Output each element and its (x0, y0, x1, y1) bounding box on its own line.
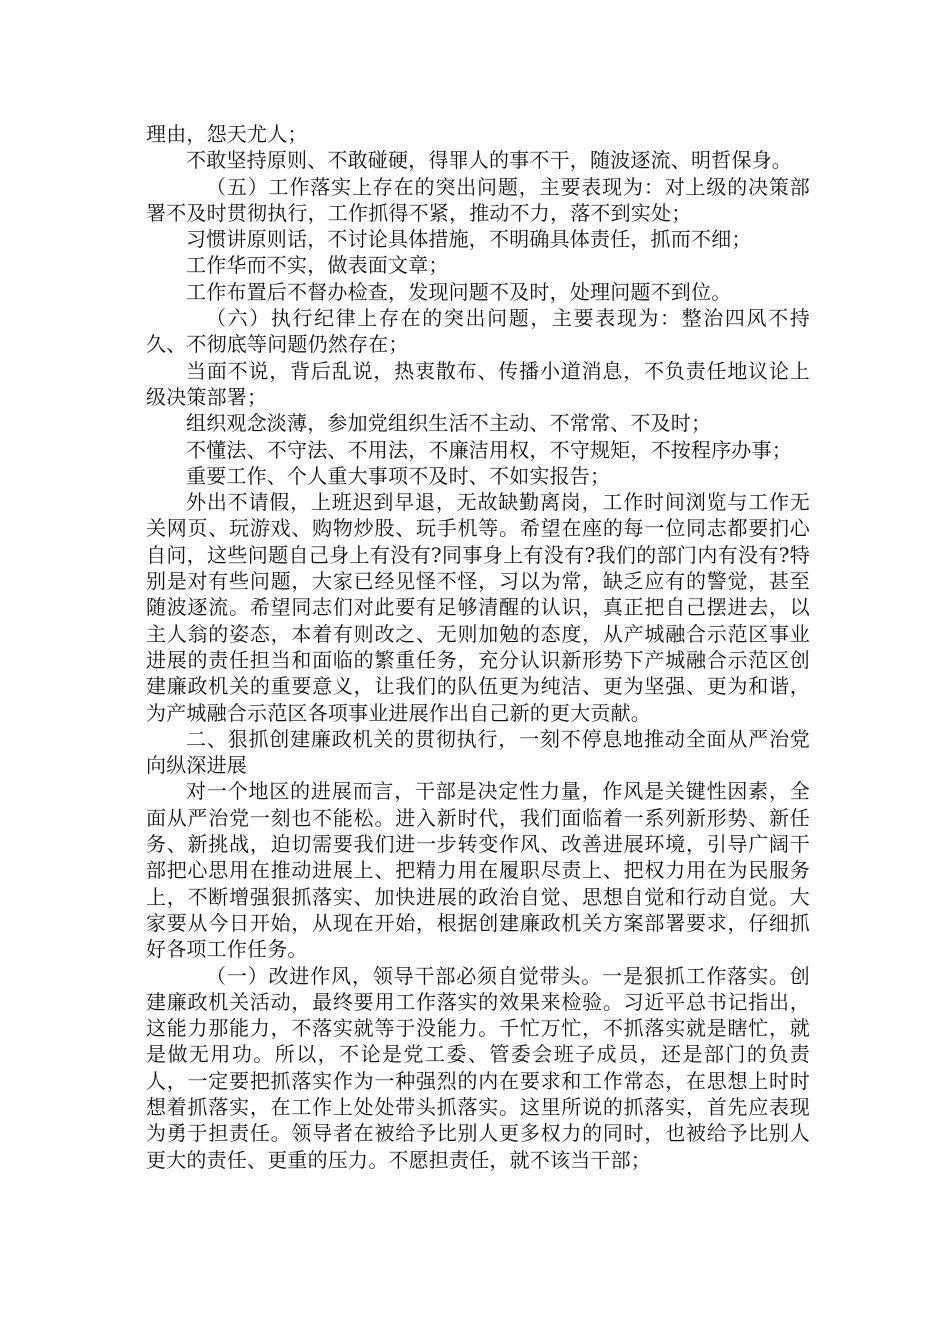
section-heading-six: （六）执行纪律上存在的突出问题，主要表现为：整治四风不持久、不彻底等问题仍然存在； (146, 306, 810, 357)
paragraph: 工作布置后不督办检查，发现问题不及时，处理问题不到位。 (186, 279, 732, 304)
paragraph: 不懂法、不守法、不用法，不廉洁用权，不守规矩，不按程序办事； (186, 437, 792, 462)
paragraph: 习惯讲原则话，不讨论具体措施，不明确具体责任，抓而不细； (186, 227, 752, 252)
section-heading-five: （五）工作落实上存在的突出问题，主要表现为：对上级的决策部署不及时贯彻执行，工作抓得不紧，推动不力，落不到实处； (146, 174, 810, 225)
paragraph: 重要工作、个人重大事项不及时、不如实报告； (186, 463, 611, 488)
paragraph: 不敢坚持原则、不敢碰硬，得罪人的事不干，随波逐流、明哲保身。 (186, 148, 792, 173)
paragraph: 当面不说，背后乱说，热衷散布、传播小道消息，不负责任地议论上级决策部署； (146, 358, 810, 409)
paragraph: 外出不请假，上班迟到早退，无故缺勤离岗，工作时间浏览与工作无关网页、玩游戏、购物炒股、玩手机等。希望在座的每一位同志都要扪心自问，这些问题自己身上有没有?同事身上有没有?我们的部门内有没有?特别是对有些问题，大家已经见怪不怪，习以为常，缺乏应有的警觉，甚至随波逐流。希望同志们对此要有足够清醒的认识，真正把自己摆进去，以主人翁的姿态，本着有则改之、无则加勉的态度，从产城融合示范区事业进展的责任担当和面临的繁重任务，充分认识新形势下产城融合示范区创建廉政机关的重要意义，让我们的队伍更为纯洁、更为坚强、更为和谐，为产城融合示范区各项事业进展作出自己新的更大贡献。 (146, 490, 810, 725)
paragraph: 工作华而不实，做表面文章； (186, 253, 449, 278)
subsection-heading-one: （一）改进作风，领导干部必须自觉带头。一是狠抓工作落实。创建廉政机关活动，最终要用工作落实的效果来检验。习近平总书记指出，这能力那能力，不落实就等于没能力。千忙万忙，不抓落实就是瞎忙，就是做无用功。所以，不论是党工委、管委会班子成员，还是部门的负责人，一定要把抓落实作为一种强烈的内在要求和工作常态，在思想上时时想着抓落实，在工作上处处带头抓落实。这里所说的抓落实，首先应表现为勇于担责任。领导者在被给予比别人更多权力的同时，也被给予比别人更大的责任、更重的压力。不愿担责任，就不该当干部； (146, 963, 810, 1172)
paragraph: 组织观念淡薄，参加党组织生活不主动、不常常、不及时； (186, 411, 712, 436)
paragraph-continuation: 理由，怨天尤人； (146, 122, 308, 146)
document-body (146, 121, 810, 1173)
section-heading-two: 二、狠抓创建廉政机关的贯彻执行，一刻不停息地推动全面从严治党向纵深进展 (146, 726, 810, 778)
paragraph: 对一个地区的进展而言，干部是决定性力量，作风是关键性因素，全面从严治党一刻也不能松。进入新时代，我们面临着一系列新形势、新任务、新挑战，迫切需要我们进一步转变作风、改善进展环境，引导广阔干部把心思用在推动进展上、把精力用在履职尽责上、把权力用在为民服务上，不断增强狠抓落实、加快进展的政治自觉、思想自觉和行动自觉。大家要从今日开始，从现在开始，根据创建廉政机关方案部署要求，仔细抓好各项工作任务。 (146, 779, 810, 962)
